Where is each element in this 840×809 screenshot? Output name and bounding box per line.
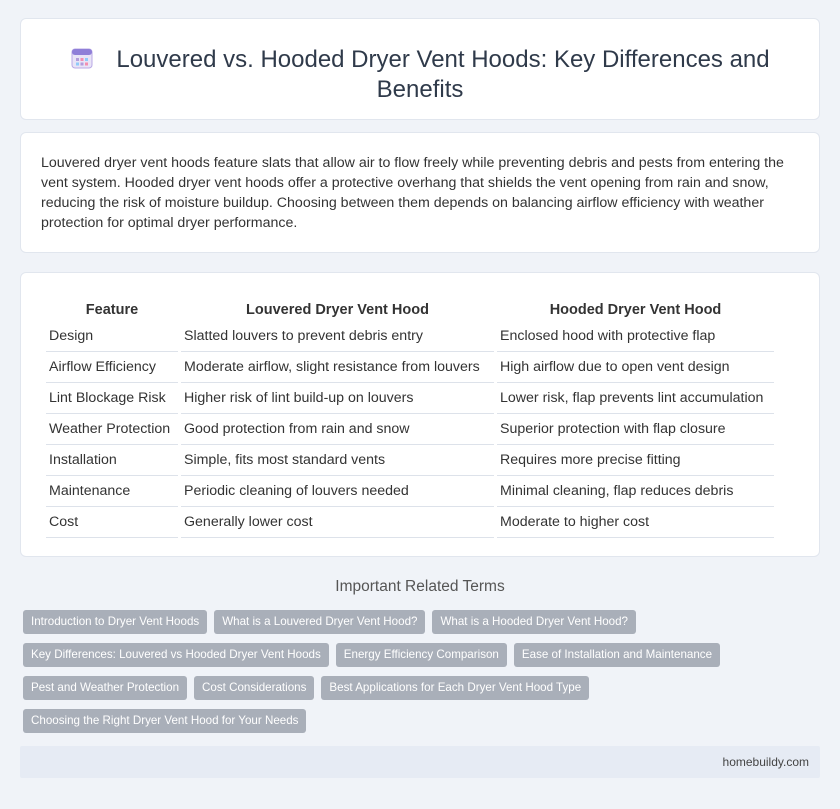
title-wrap — [21, 45, 819, 105]
footer — [20, 746, 820, 778]
table-cell: Superior protection with flap closure — [497, 414, 774, 445]
table-cell: Higher risk of lint build-up on louvers — [181, 383, 494, 414]
comparison-table — [43, 295, 777, 538]
table-cell: High airflow due to open vent design — [497, 352, 774, 383]
table-cell: Weather Protection — [46, 414, 178, 445]
tag-row — [23, 709, 803, 733]
tag-best-applications[interactable]: Best Applications for Each Dryer Vent Hood Type — [321, 676, 589, 700]
calendar-icon — [70, 46, 94, 70]
table-header-louvered: Louvered Dryer Vent Hood — [246, 302, 429, 318]
tag-ease-of-installation[interactable]: Ease of Installation and Maintenance — [514, 643, 720, 667]
table-cell: Moderate airflow, slight resistance from louvers — [181, 352, 494, 383]
table-cell: Moderate to higher cost — [497, 507, 774, 538]
table-cell: Lower risk, flap prevents lint accumulation — [497, 383, 774, 414]
table-header-hooded: Hooded Dryer Vent Hood — [549, 302, 722, 318]
related-terms-heading: Important Related Terms — [335, 578, 505, 595]
tag-energy-efficiency[interactable]: Energy Efficiency Comparison — [336, 643, 507, 667]
table-cell: Airflow Efficiency — [46, 352, 178, 383]
table-row — [46, 352, 774, 383]
footer-source[interactable]: homebuildy.com — [722, 755, 809, 769]
tag-cost-considerations[interactable]: Cost Considerations — [194, 676, 314, 700]
table-cell: Design — [46, 321, 178, 352]
table-cell: Periodic cleaning of louvers needed — [181, 476, 494, 507]
tag-what-is-hooded[interactable]: What is a Hooded Dryer Vent Hood? — [432, 610, 636, 634]
table-row — [46, 383, 774, 414]
table-header-feature: Feature — [85, 302, 139, 318]
tag-row — [23, 676, 803, 700]
tag-key-differences[interactable]: Key Differences: Louvered vs Hooded Dryer Vent Hoods — [23, 643, 329, 667]
tag-row — [23, 643, 803, 667]
tag-what-is-louvered[interactable]: What is a Louvered Dryer Vent Hood? — [214, 610, 425, 634]
page-title — [61, 45, 779, 105]
table-cell: Enclosed hood with protective flap — [497, 321, 774, 352]
table-cell: Cost — [46, 507, 178, 538]
tag-intro-dryer-vent-hoods[interactable]: Introduction to Dryer Vent Hoods — [23, 610, 207, 634]
tag-pest-weather-protection[interactable]: Pest and Weather Protection — [23, 676, 187, 700]
title-card — [20, 18, 820, 120]
table-row — [46, 321, 774, 352]
intro-paragraph: Louvered dryer vent hoods feature slats that allow air to flow freely while preventing debris and pests from entering the vent system. Hooded dryer vent hoods offer a protective overhang that shields the vent opening from rain and snow, reducing the risk of moisture buildup. Choosing between them depends on balancing airflow efficiency with weather protection for optimal dryer performance. — [41, 155, 784, 231]
table-cell: Generally lower cost — [181, 507, 494, 538]
tag-choosing-right-hood[interactable]: Choosing the Right Dryer Vent Hood for Your Needs — [23, 709, 306, 733]
table-header-row — [46, 295, 774, 321]
table-cell: Installation — [46, 445, 178, 476]
tag-row — [23, 610, 803, 634]
table-cell: Requires more precise fitting — [497, 445, 774, 476]
table-cell: Good protection from rain and snow — [181, 414, 494, 445]
table-cell: Simple, fits most standard vents — [181, 445, 494, 476]
table-cell: Lint Blockage Risk — [46, 383, 178, 414]
comparison-table-card — [20, 272, 820, 557]
intro-card — [20, 132, 820, 253]
table-row — [46, 507, 774, 538]
table-row — [46, 445, 774, 476]
page-title-text: Louvered vs. Hooded Dryer Vent Hoods: Key Differences and Benefits — [116, 46, 770, 103]
table-row — [46, 414, 774, 445]
related-terms-tags — [23, 610, 803, 742]
table-cell: Slatted louvers to prevent debris entry — [181, 321, 494, 352]
table-row — [46, 476, 774, 507]
table-cell: Maintenance — [46, 476, 178, 507]
table-cell: Minimal cleaning, flap reduces debris — [497, 476, 774, 507]
